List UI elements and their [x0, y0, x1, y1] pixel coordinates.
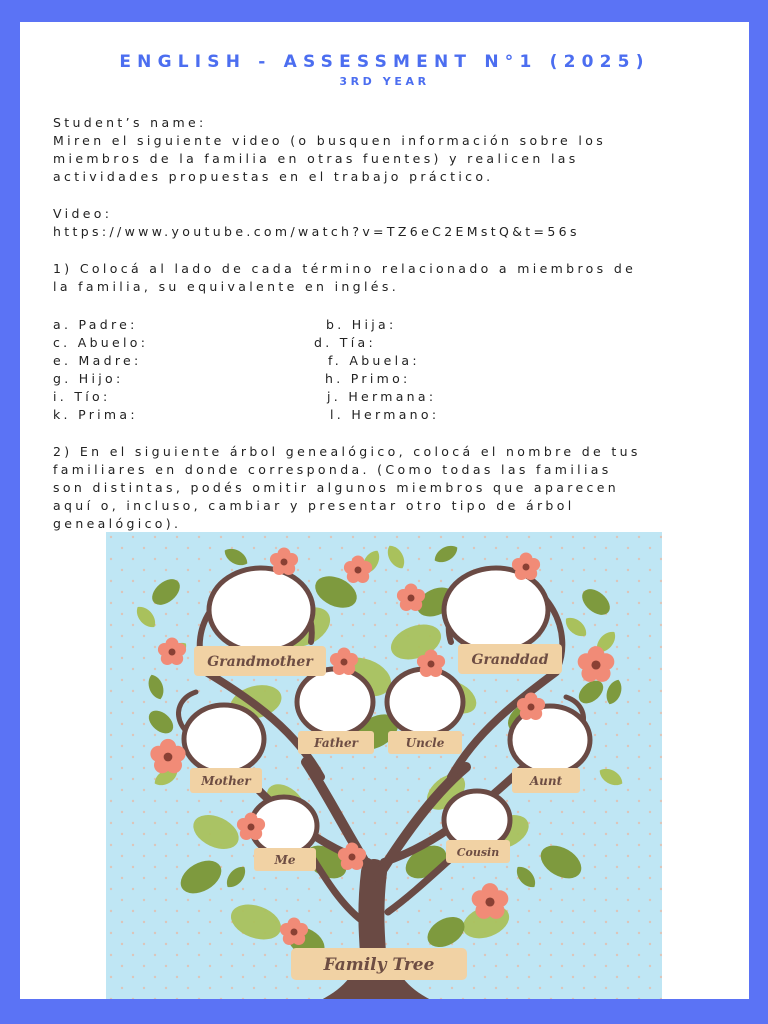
vocab-item: a. Padre:: [53, 317, 138, 332]
vocab-item: e. Madre:: [53, 353, 142, 368]
father-label: Father: [314, 736, 358, 750]
activity2-instruction: son distintas, podés omitir algunos miembros que aparecen: [53, 480, 620, 495]
intro-line: Miren el siguiente video (o busquen información sobre los: [53, 133, 607, 148]
vocab-item: i. Tío:: [53, 389, 111, 404]
intro-line: miembros de la familia en otras fuentes) y realicen las: [53, 151, 579, 166]
intro-line: actividades propuestas en el trabajo práctico.: [53, 169, 494, 184]
page-subtitle: 3RD YEAR: [339, 75, 430, 88]
grandmother-label: Grandmother: [207, 654, 313, 670]
me-label: Me: [274, 853, 296, 867]
vocab-item: c. Abuelo:: [53, 335, 149, 350]
activity1-instruction: 1) Colocá al lado de cada término relacionado a miembros de: [53, 261, 637, 276]
vocab-item: k. Prima:: [53, 407, 138, 422]
vocab-item: f. Abuela:: [328, 353, 420, 368]
vocab-item: d. Tía:: [314, 335, 376, 350]
family-tree-illustration: [106, 532, 662, 999]
vocab-item: b. Hija:: [326, 317, 397, 332]
cousin-label: Cousin: [456, 846, 500, 859]
video-label: Video:: [53, 206, 113, 221]
activity2-instruction: genealógico).: [53, 516, 182, 531]
vocab-item: l. Hermano:: [330, 407, 440, 422]
aunt-label: Aunt: [529, 774, 563, 788]
student-name-label: Student’s name:: [53, 115, 207, 130]
video-link[interactable]: https://www.youtube.com/watch?v=TZ6eC2EMstQ&t=56s: [53, 224, 580, 239]
activity1-instruction: la familia, su equivalente en inglés.: [53, 279, 400, 294]
vocab-item: h. Primo:: [325, 371, 411, 386]
activity2-instruction: familiares en donde corresponda. (Como todas las familias: [53, 462, 612, 477]
activity2-instruction: aquí o, incluso, cambiar y presentar otro tipo de árbol: [53, 498, 575, 513]
document-page: [20, 22, 749, 999]
uncle-label: Uncle: [405, 736, 445, 750]
family-tree-title: Family Tree: [323, 955, 435, 975]
mother-label: Mother: [201, 774, 251, 788]
page-title: ENGLISH - ASSESSMENT N°1 (2025): [119, 52, 650, 72]
activity2-instruction: 2) En el siguiente árbol genealógico, colocá el nombre de tus: [53, 444, 641, 459]
vocab-item: g. Hijo:: [53, 371, 124, 386]
vocab-item: j. Hermana:: [327, 389, 437, 404]
granddad-label: Granddad: [471, 652, 549, 668]
